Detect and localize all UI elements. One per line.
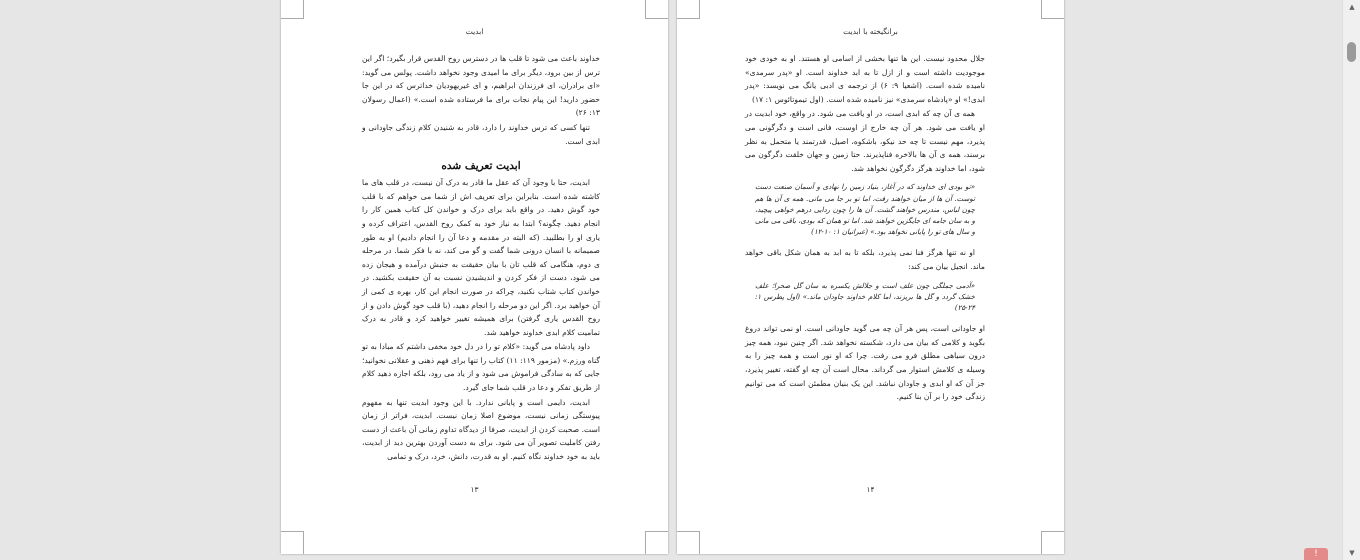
paragraph: داود پادشاه می گوید: «کلام تو را در دل خود مخفی داشتم که مبادا به تو گناه ورزم.» (مزمور ۱۱۹: ۱۱) کتاب را تنها برای فهم ذهنی و عقلانی نخوانید؛ جایی که به سادگی فراموش می شود و از یاد می رود، بلکه اجازه دهید کلام از طریق تفکر و دعا در قلب شما جای گیرد. [362,342,600,393]
vertical-scrollbar[interactable] [1342,0,1360,560]
quote-text: «آدمی جملگی چون علف است و جلالش یکسره به سان گل صحرا؛ علف خشک گردد و گل ها بریزند، اما کلام خداوند جاودان ماند.» [755,281,975,301]
paragraph: جلال محدود نیست. این ها تنها بخشی از اسامی او هستند. او به خودی خود موجودیت داشته است و از ازل تا به ابد خداوند است. او «پدر سرمدی» نامیده شده است. (اشعیا ۹: ۶) از ترجمه ی ادبی یانگ می نویسد: «پدر ابدی!» او «پادشاه سرمدی» نیز نامیده شده است. (اول تیموتائوس ۱: ۱۷) [745,54,985,104]
scroll-down-arrow-icon[interactable]: ▼ [1349,549,1355,557]
page-body [362,52,600,465]
alert-icon[interactable]: ! [1304,548,1328,560]
quote-text: «تو بودی ای خداوند که در آغاز، بنیاد زمین را نهادی و آسمان صنعت دست توست. آن ها از میان خواهند رفت، اما تو بر جا می مانی. همه ی آن ها هم چون لباس، مندرس خواهند گشت. آن ها را چون ردایی درهم خواهی پیچید، و به سان جامه ای جایگزین خواهند شد. اما تو همان که بودی، باقی می مانی و سال های تو را پایانی نخواهد بود.» [755,183,975,237]
running-header: ابدیت [465,27,484,36]
crop-mark [1041,0,1064,19]
quote-reference: (عبرانیان ۱: ۱۰-۱۲) [811,228,868,237]
crop-mark [281,0,304,19]
scrollbar-thumb[interactable] [1347,42,1356,62]
crop-mark [677,0,700,19]
page-number: ۱۴ [866,485,875,494]
crop-mark [1041,531,1064,554]
quote-reference: (اول پطرس ۱: ۲۴-۲۵) [755,292,975,312]
block-quote [755,281,975,315]
paragraph: او جاودانی است، پس هر آن چه می گوید جاودانی است. او نمی تواند دروغ بگوید و کلامی که بیان می دارد، شکسته نخواهد شد. اگر چنین نبود، همه چیز درون سیاهی مطلق فرو می رفت. چرا که او نور است و همه چیز را به وسیله ی کلامش استوار می گرداند. محال است آن چه او گفته، تغییر پذیرد، جز آن که او ابدی و جاودان نباشد. این یک بنیان مطمئن است که می توانیم زندگی خود را بر آن بنا کنیم. [745,324,985,402]
scroll-up-arrow-icon[interactable]: ▲ [1349,3,1355,11]
crop-mark [677,531,700,554]
page-13 [281,0,668,554]
paragraph: ابدیت، دایمی است و پایانی ندارد. با این وجود ابدیت تنها به مفهوم پیوستگی زمانی نیست، موضوع اصلا زمان نیست. ابدیت، فراتر از زمان است. صحبت کردن از ابدیت، صرفا از دیدگاه تداوم زمانی آن باعث از دست رفتن کاملیت تصویر آن می شود. برای به دست آوردن بهترین دید از ابدیت، باید به خود خداوند نگاه کنیم. او به قدرت، دانش، خرد، درک و تمامی [362,397,600,462]
paragraph: او نه تنها هرگز فنا نمی پذیرد، بلکه تا به ابد به همان شکل باقی خواهد ماند. انجیل بیان می کند: [745,248,985,271]
paragraph: همه ی آن چه که ابدی است، در او یافت می شود. در واقع، خود ابدیت در او یافت می شود. هر آن چه خارج از اوست، فانی است و دگرگونی می پذیرد، مهم نیست تا چه حد نیکو، باشکوه، اصیل، قدرتمند یا متحمل به نظر برسند، همه ی آن ها بالاخره فناپذیرند. حتا زمین و جهان خلقت دگرگون می شود، اما خداوند هرگز دگرگون نخواهد شد. [745,109,985,173]
crop-mark [645,0,668,19]
section-heading: ابدیت تعریف شده [441,160,521,173]
paragraph: تنها کسی که ترس خداوند را دارد، قادر به شنیدن کلام زندگی جاودانی و ابدی است. [362,122,600,146]
page-number: ۱۳ [470,485,479,494]
page-14 [677,0,1064,554]
crop-mark [281,531,304,554]
paragraph: ابدیت، حتا با وجود آن که عقل ما قادر به درک آن نیست، در قلب های ما کاشته شده است. بنابراین برای تعریف اش از شما می خواهم که با قلب خود گوش دهید. در واقع باید برای درک و خواندن کل کتاب همین کار را انجام دهید. چگونه؟ ابتدا به نیاز خود به کمک روح القدس، اعتراف کرده و یاری او را بطلبید. (که البته در مقدمه و دعا آن را انجام دادیم) او به طور صمیمانه با انسان درونی شما گفت و گو می کند، نه با فکر شما. در مرحله ی دوم، هنگامی که قلب تان با بیان حقیقت به جنبش درآمده و هیجان زده می شود، دست از فکر کردن و اندیشیدن نسبت به آن حقیقت بکشید. در خواندن کتاب شتاب نکنید، چراکه در صورت انجام این کار، بهره ی کمی از آن خواهید برد. اگر این دو مرحله را انجام دهید، (با قلب خود گوش دادن و از روح القدس یاری گرفتن) برای همیشه تغییر خواهید کرد و قادر به درک تمامیت کلام ابدی خداوند خواهید شد. [362,178,600,337]
crop-mark [645,531,668,554]
page-body [745,52,985,405]
running-header: برانگیخته با ابدیت [843,27,898,36]
paragraph: خداوند باعث می شود تا قلب ها در دسترس روح القدس قرار بگیرد؛ اگر این ترس از بین برود، دیگر برای ما امیدی وجود نخواهد داشت. پولس می گوید: «ای برادران، ای فرزندان ابراهیم، و ای غیریهودیان خداترس که در این جا حضور دارید! این پیام نجات برای ما فرستاده شده است.» (اعمال رسولان ۱۳: ۲۶) [362,54,600,118]
block-quote [755,182,975,238]
